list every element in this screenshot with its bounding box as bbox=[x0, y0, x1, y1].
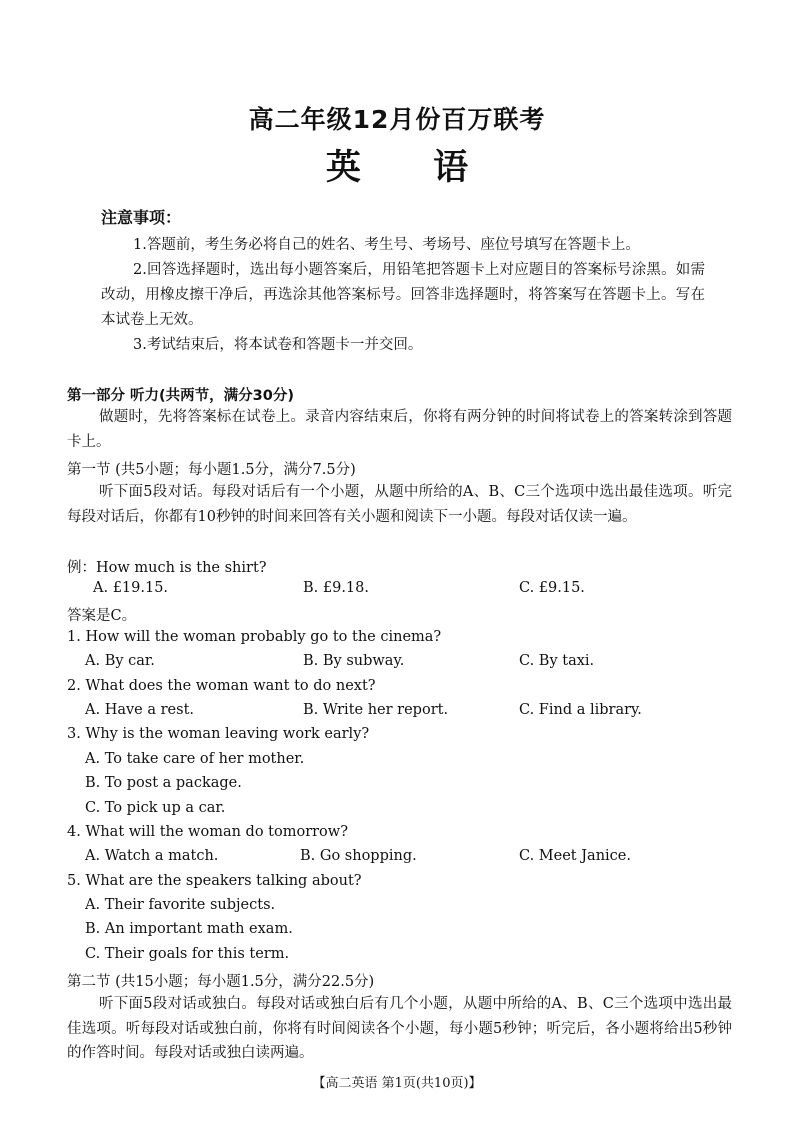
example-answer: 答案是C。 bbox=[67, 608, 137, 624]
q2-option-c: C. Find a library. bbox=[519, 702, 642, 718]
notice-item-3: 3.考试结束后，将本试卷和答题卡一并交回。 bbox=[133, 337, 423, 353]
example-option-c: C. £9.15. bbox=[519, 580, 585, 596]
part1-intro: 做题时，先将答案标在试卷上。录音内容结束后，你将有两分钟的时间将试卷上的答案转涂到答题卡上。 bbox=[67, 409, 732, 450]
section2-heading: 第二节 (共15小题；每小题1.5分，满分22.5分) bbox=[67, 974, 375, 990]
section2-intro: 听下面5段对话或独白。每段对话或独白后有几个小题，从题中所给的A、B、C三个选项中选出最佳选项。听每段对话或独白前，你将有时间阅读各个小题，每小题5秒钟；听完后，各小题将给出5秒钟的作答时间。每段对话或独白读两遍。 bbox=[67, 996, 732, 1061]
q3-option-b: B. To post a package. bbox=[85, 775, 242, 791]
example-option-b: B. £9.18. bbox=[303, 580, 369, 596]
q3-option-c: C. To pick up a car. bbox=[85, 800, 226, 816]
question-1: 1. How will the woman probably go to the cinema? bbox=[67, 629, 442, 645]
page-footer: 【高二英语 第1页(共10页)】 bbox=[312, 1076, 482, 1091]
exam-title: 高二年级12月份百万联考 bbox=[248, 105, 546, 134]
q4-option-c: C. Meet Janice. bbox=[519, 848, 631, 864]
subject-title: 英 语 bbox=[325, 148, 469, 188]
notice-item-1: 1.答题前，考生务必将自己的姓名、考生号、考场号、座位号填写在答题卡上。 bbox=[133, 237, 640, 253]
section1-intro: 听下面5段对话。每段对话后有一个小题，从题中所给的A、B、C三个选项中选出最佳选项。听完每段对话后，你都有10秒钟的时间来回答有关小题和阅读下一小题。每段对话仅读一遍。 bbox=[67, 484, 732, 525]
section1-heading: 第一节 (共5小题；每小题1.5分，满分7.5分) bbox=[67, 462, 356, 478]
question-2: 2. What does the woman want to do next? bbox=[67, 678, 376, 694]
q2-option-a: A. Have a rest. bbox=[85, 702, 195, 718]
q2-option-b: B. Write her report. bbox=[303, 702, 449, 718]
q1-option-a: A. By car. bbox=[85, 653, 155, 669]
q4-option-b: B. Go shopping. bbox=[300, 848, 417, 864]
question-5: 5. What are the speakers talking about? bbox=[67, 873, 362, 889]
q1-option-b: B. By subway. bbox=[303, 653, 405, 669]
q5-option-a: A. Their favorite subjects. bbox=[85, 897, 276, 913]
question-4: 4. What will the woman do tomorrow? bbox=[67, 824, 348, 840]
q5-option-b: B. An important math exam. bbox=[85, 921, 293, 937]
notice-item-2: 2.回答选择题时，选出每小题答案后，用铅笔把答题卡上对应题目的答案标号涂黑。如需改动，用橡皮擦干净后，再选涂其他答案标号。回答非选择题时，将答案写在答题卡上。写在本试卷上无效。 bbox=[101, 262, 705, 328]
part1-heading: 第一部分 听力(共两节，满分30分) bbox=[67, 388, 294, 404]
q5-option-c: C. Their goals for this term. bbox=[85, 946, 290, 962]
notice-heading: 注意事项： bbox=[101, 208, 182, 227]
example-question: 例：How much is the shirt? bbox=[67, 560, 267, 576]
example-option-a: A. £19.15. bbox=[93, 580, 169, 596]
q1-option-c: C. By taxi. bbox=[519, 653, 595, 669]
question-3: 3. Why is the woman leaving work early? bbox=[67, 726, 370, 742]
q3-option-a: A. To take care of her mother. bbox=[85, 751, 305, 767]
q4-option-a: A. Watch a match. bbox=[85, 848, 219, 864]
